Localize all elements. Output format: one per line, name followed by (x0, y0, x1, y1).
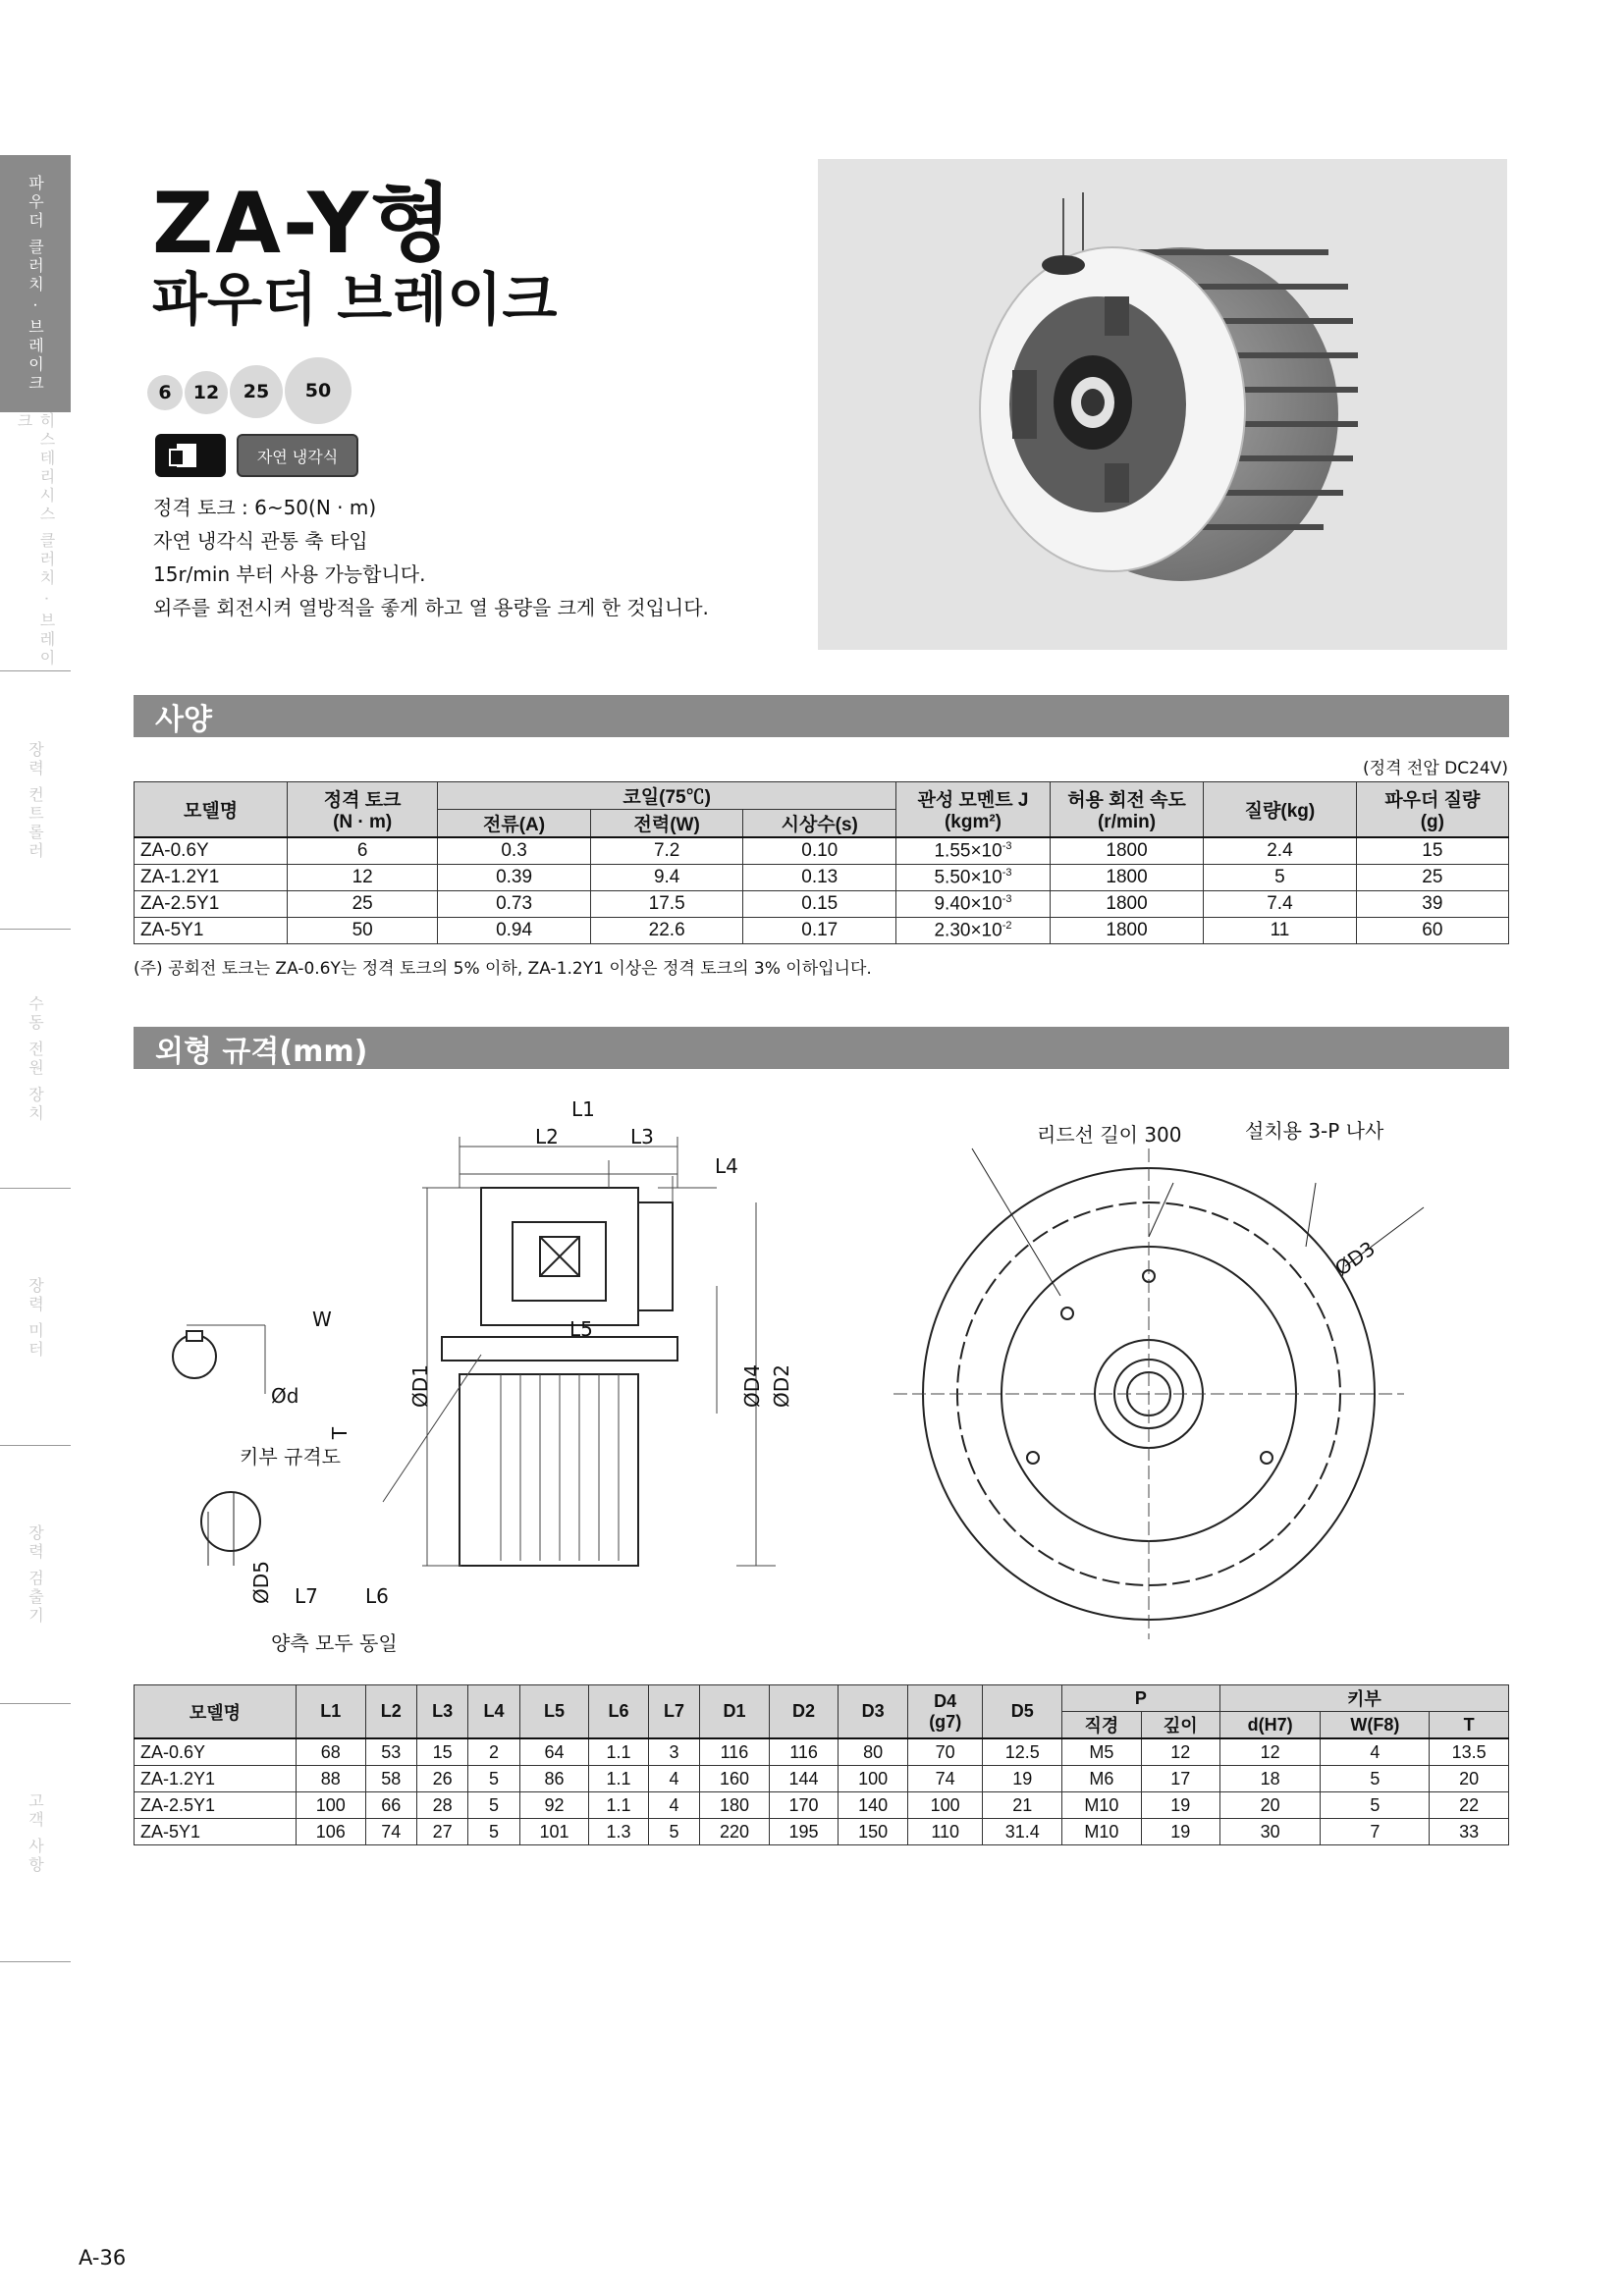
dim-header-l2: L2 (365, 1685, 416, 1739)
description-line: 자연 냉각식 관통 축 타입 (153, 529, 368, 553)
dim-header-l1: L1 (297, 1685, 366, 1739)
sidebar-divider (0, 1703, 71, 1704)
description-line: 정격 토크 : 6~50(N · m) (153, 496, 377, 519)
dim-header-key-w: W(F8) (1321, 1712, 1430, 1739)
sidebar-divider (0, 1445, 71, 1446)
sidebar-tab-label: 장력 컨트롤러 (26, 740, 45, 862)
dim-header-d4: D4 (g7) (907, 1685, 983, 1739)
label-d1: ØD1 (407, 1364, 432, 1408)
size-badge: 12 (185, 371, 228, 414)
dim-header-l6: L6 (589, 1685, 648, 1739)
size-badge: 6 (147, 375, 183, 410)
dim-header-l4: L4 (468, 1685, 519, 1739)
page-number: A-36 (79, 2246, 127, 2269)
table-row: ZA-1.2Y1 12 0.39 9.4 0.13 $5.50\times 10^{-3}$ 1800 5 25 (135, 865, 1509, 891)
dimension-table (134, 1684, 1509, 1845)
dim-header-d3: D3 (839, 1685, 908, 1739)
table-row: ZA-5Y1 106 74 27 5 101 1.3 5 220 195 150 110 31.4 M10 19 30 7 33 (135, 1819, 1509, 1845)
sidebar-tab-tension-meter[interactable] (0, 1190, 71, 1447)
label-l1: L1 (571, 1097, 595, 1121)
label-screw: 설치용 3-P 나사 (1245, 1119, 1384, 1143)
dim-header-d2: D2 (769, 1685, 839, 1739)
label-l4: L4 (715, 1154, 738, 1178)
brake-illustration (818, 159, 1507, 650)
product-description (153, 491, 709, 624)
dim-header-key-d: d(H7) (1219, 1712, 1321, 1739)
sidebar-tab-label: 고객 사항 (26, 1791, 45, 1876)
label-l7: L7 (295, 1584, 318, 1608)
dim-header-p: P (1062, 1685, 1220, 1712)
sidebar-tab-power-supply[interactable] (0, 931, 71, 1188)
sidebar-tab-customer[interactable] (0, 1705, 71, 1962)
sidebar-tab-label: 장력 검출기 (26, 1524, 45, 1627)
spec-table (134, 781, 1509, 944)
spec-header-torque: 정격 토크 (N · m) (288, 782, 438, 838)
cooling-badge: 자연 냉각식 (237, 434, 358, 477)
sidebar-divider (0, 1188, 71, 1189)
spec-section-bar: 사양 (134, 695, 1509, 737)
label-l5: L5 (569, 1317, 593, 1341)
label-d5: ØD5 (248, 1561, 273, 1604)
description-line: 외주를 회전시켜 열방적을 좋게 하고 열 용량을 크게 한 것입니다. (153, 596, 709, 619)
label-w: W (312, 1308, 332, 1331)
sidebar-tab-label: 파우더 클러치 · 브레이크 (26, 174, 45, 394)
sidebar-tab-label: 수동 전원 장치 (26, 994, 45, 1124)
spec-header-mass: 질량(kg) (1204, 782, 1357, 838)
sidebar-divider (0, 1961, 71, 1962)
description-line: 15r/min 부터 사용 가능합니다. (153, 562, 426, 586)
dim-header-p-dia: 직경 (1062, 1712, 1142, 1739)
sidebar-divider (0, 929, 71, 930)
sidebar-tab-label: 장력 미터 (26, 1276, 45, 1361)
dim-header-model: 모델명 (135, 1685, 297, 1739)
table-row: ZA-2.5Y1 100 66 28 5 92 1.1 4 180 170 140 100 21 M10 19 20 5 22 (135, 1792, 1509, 1819)
table-row: ZA-1.2Y1 88 58 26 5 86 1.1 4 160 144 100 74 19 M6 17 18 5 20 (135, 1766, 1509, 1792)
spec-header-power: 전력(W) (590, 810, 743, 838)
product-photo (818, 159, 1507, 650)
label-l3: L3 (630, 1125, 654, 1148)
spec-header-coil: 코일(75℃) (438, 782, 896, 810)
dim-header-d5: D5 (983, 1685, 1062, 1739)
spec-header-model: 모델명 (135, 782, 288, 838)
dim-header-l5: L5 (519, 1685, 589, 1739)
dim-header-l3: L3 (416, 1685, 467, 1739)
spec-header-speed: 허용 회전 속도 (r/min) (1050, 782, 1203, 838)
dimension-drawing (147, 1090, 1522, 1659)
size-badges (147, 357, 358, 424)
table-row: ZA-5Y1 50 0.94 22.6 0.17 $2.30\times 10^{-2}$ 1800 11 60 (135, 918, 1509, 944)
label-both-sides: 양측 모두 동일 (271, 1631, 398, 1655)
spec-header-inertia: 관성 모멘트 J (kgm²) (896, 782, 1051, 838)
sidebar-tab-label: 히스테리시스 클러치 · 브레이크 (15, 412, 56, 668)
dim-header-l7: L7 (648, 1685, 699, 1739)
label-lead: 리드선 길이 300 (1037, 1123, 1182, 1147)
sidebar-tab-tension-detector[interactable] (0, 1447, 71, 1704)
label-d3: ØD3 (1330, 1236, 1380, 1281)
product-subtitle: 파우더 브레이크 (152, 266, 558, 333)
table-row: ZA-0.6Y 6 0.3 7.2 0.10 $1.55\times 10^{-3}$ 1800 2.4 15 (135, 837, 1509, 865)
size-badge: 50 (285, 357, 352, 424)
dim-header-key-t: T (1430, 1712, 1509, 1739)
technical-drawing (147, 1090, 1522, 1659)
dim-header-d1: D1 (700, 1685, 770, 1739)
label-keyway: 키부 규격도 (240, 1445, 341, 1468)
spec-note: (주) 공회전 토크는 ZA-0.6Y는 정격 토크의 5% 이하, ZA-1.2Y1 이상은 정격 토크의 3% 이하입니다. (134, 959, 872, 979)
label-d: Ød (271, 1384, 299, 1408)
label-l6: L6 (365, 1584, 389, 1608)
spec-header-powder: 파우더 질량 (g) (1356, 782, 1508, 838)
dimension-section-bar: 외형 규격(mm) (134, 1027, 1509, 1069)
table-row: ZA-0.6Y 68 53 15 2 64 1.1 3 116 116 80 70 12.5 M5 12 12 4 13.5 (135, 1738, 1509, 1766)
product-title: ZA-Y형 (152, 175, 455, 273)
dim-header-key: 키부 (1219, 1685, 1508, 1712)
sidebar-divider (0, 670, 71, 671)
label-d4: ØD4 (739, 1364, 764, 1408)
sidebar-tab-tension-controller[interactable] (0, 672, 71, 930)
spec-header-current: 전류(A) (438, 810, 591, 838)
rated-voltage-note: (정격 전압 DC24V) (1363, 759, 1508, 778)
table-row: ZA-2.5Y1 25 0.73 17.5 0.15 $9.40\times 10^{-3}$ 1800 7.4 39 (135, 891, 1509, 918)
label-l2: L2 (535, 1125, 559, 1148)
label-d2: ØD2 (769, 1364, 793, 1408)
spec-header-time-constant: 시상수(s) (743, 810, 896, 838)
shaft-type-icon (155, 434, 226, 477)
size-badge: 25 (230, 365, 283, 418)
label-t: T (328, 1426, 352, 1440)
dim-header-p-depth: 깊이 (1141, 1712, 1219, 1739)
sidebar-tab-powder[interactable] (0, 155, 71, 412)
sidebar-tab-hysteresis[interactable] (0, 412, 71, 669)
